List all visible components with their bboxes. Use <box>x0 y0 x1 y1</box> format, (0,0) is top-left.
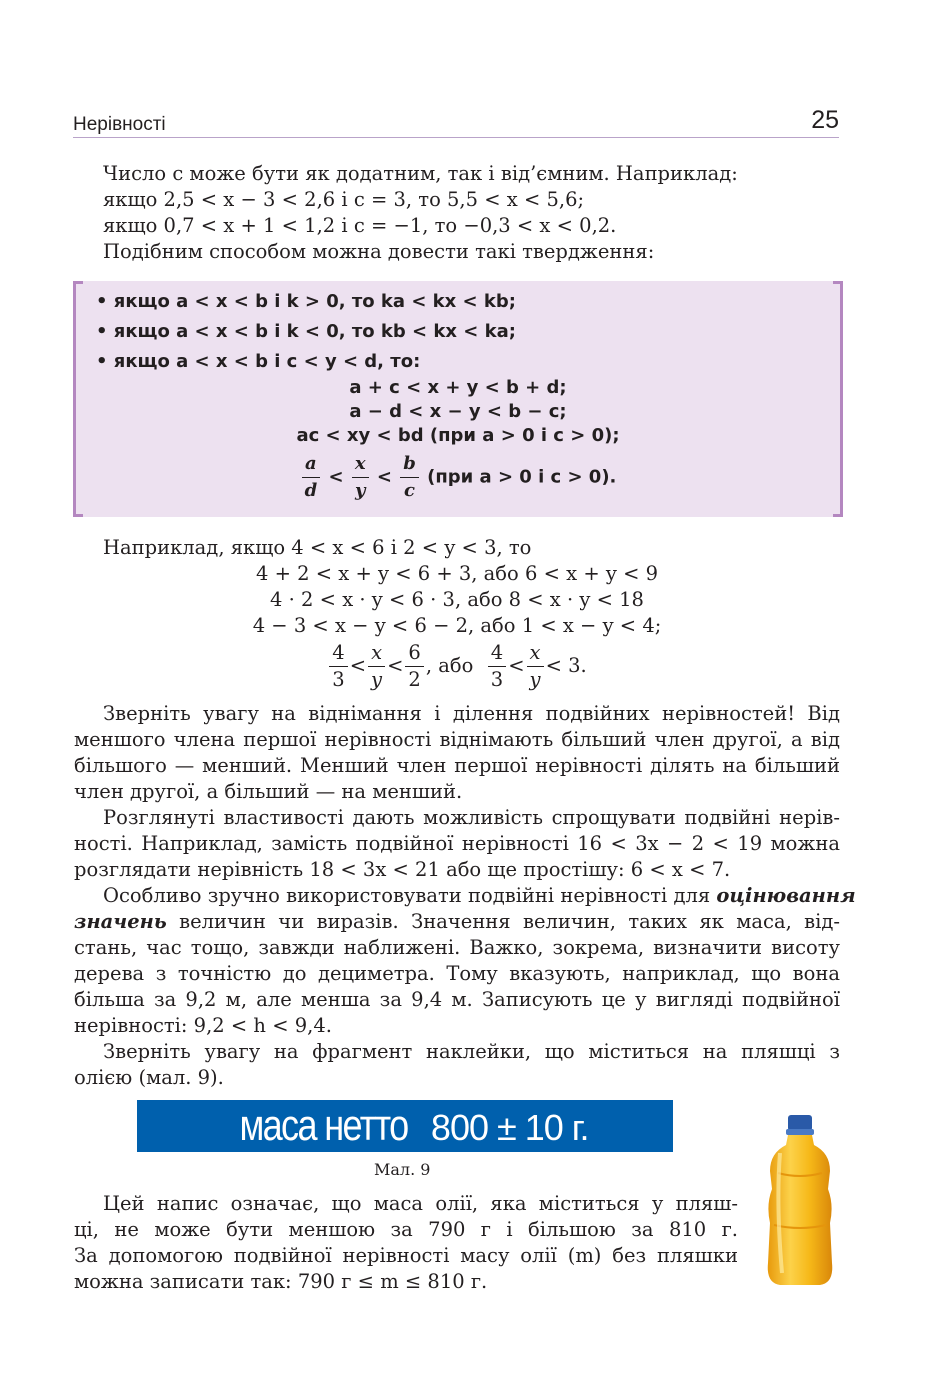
net-weight-label <box>137 1100 673 1152</box>
paragraph-1-line-1: Зверніть увагу на віднімання і ділення подвійних нерівностей! Від <box>103 702 840 725</box>
page-number: 25 <box>811 106 839 134</box>
rule-2: • якщо a < x < b і k < 0, то kb < kx < ka; <box>96 321 516 342</box>
paragraph-2-line-1: Розглянуті властивості дають можливість спрощувати подвійні нерів- <box>103 806 840 829</box>
paragraph-3-line-4: дерева з точністю до дециметра. Тому вказують, наприклад, що вона <box>74 962 840 985</box>
net-weight-label-value: 800 ± 10 г. <box>430 1107 589 1148</box>
intro-line-2: якщо 2,5 < x − 3 < 2,6 і c = 3, то 5,5 < x < 5,6; <box>103 188 585 211</box>
closing-line-4: можна записати так: 790 г ≤ m ≤ 810 г. <box>74 1270 488 1293</box>
closing-line-3: За допомогою подвійної нерівності масу олії (m) без пляшки <box>74 1244 738 1267</box>
intro-line-1: Число c може бути як додатним, так і від’ємним. Наприклад: <box>103 162 738 185</box>
paragraph-1-line-3: більшого — менший. Менший член першої нерівності ділять на більший <box>74 754 840 777</box>
closing-line-1: Цей напис означає, що маса олії, яка міститься у пляш- <box>103 1192 738 1215</box>
rule-formula-quotient: $\frac{a}{d}$ < $\frac{x}{y}$ < $\frac{b}{c}$ (при a > 0 і c > 0). <box>73 452 843 503</box>
paragraph-2-line-2: ності. Наприклад, замість подвійної нерівності 16 < 3x − 2 < 19 можна <box>74 832 840 855</box>
paragraph-4-line-2: олією (мал. 9). <box>74 1066 224 1089</box>
intro-line-4: Подібним способом можна довести такі твердження: <box>103 240 655 263</box>
rule-formula-sum: a + c < x + y < b + d; <box>349 377 567 398</box>
paragraph-2-line-3: розглядати нерівність 18 < 3x < 21 або ще простішу: 6 < x < 7. <box>74 858 731 881</box>
oil-bottle-icon <box>764 1113 836 1289</box>
page-header <box>73 106 839 138</box>
figure-caption: Мал. 9 <box>374 1160 431 1179</box>
closing-line-2: ці, не може бути меншою за 790 г і більшою за 810 г. <box>74 1218 738 1241</box>
paragraph-3-line-6: нерівності: 9,2 < h < 9,4. <box>74 1014 332 1037</box>
paragraph-3-line-1: Особливо зручно використовувати подвійні нерівності для оцінювання <box>103 884 856 907</box>
paragraph-1-line-2: меншого члена першої нерівності віднімають більший член другої, а від <box>74 728 840 751</box>
intro-line-3: якщо 0,7 < x + 1 < 1,2 і c = −1, то −0,3 < x < 0,2. <box>103 214 617 237</box>
example-product: 4 · 2 < x · y < 6 · 3, або 8 < x · y < 18 <box>270 588 644 611</box>
example-quotient: $\frac{4}{3}$ < $\frac{x}{y}$ < $\frac{6}{2}$ , або $\frac{4}{3}$ < $\frac{x}{y}$ < 3. <box>74 641 840 692</box>
rule-3: • якщо a < x < b і c < y < d, то: <box>96 351 421 372</box>
rule-formula-difference: a − d < x − y < b − c; <box>349 401 567 422</box>
fraction-b-over-c: $\frac{b}{c}$ <box>400 452 419 503</box>
rule-formula-product: ac < xy < bd (при a > 0 і c > 0); <box>296 425 620 446</box>
fraction-a-over-d: $\frac{a}{d}$ <box>302 452 321 503</box>
example-intro: Наприклад, якщо 4 < x < 6 і 2 < y < 3, то <box>103 536 532 559</box>
paragraph-3-line-3: стань, час тощо, завжди наближені. Важко, зокрема, визначити висоту <box>74 936 840 959</box>
paragraph-3-line-2: значень величин чи виразів. Значення величин, таких як маса, від- <box>74 910 840 933</box>
example-sum: 4 + 2 < x + y < 6 + 3, або 6 < x + y < 9 <box>255 562 659 585</box>
example-difference: 4 − 3 < x − y < 6 − 2, або 1 < x − y < 4; <box>252 614 662 637</box>
fraction-x-over-y: $\frac{x}{y}$ <box>352 452 369 503</box>
rule-1: • якщо a < x < b і k > 0, то ka < kx < kb; <box>96 291 516 312</box>
paragraph-4-line-1: Зверніть увагу на фрагмент наклейки, що міститься на пляшці з <box>103 1040 840 1063</box>
running-title: Нерівності <box>73 114 166 135</box>
net-weight-label-text: маса нетто <box>239 1101 409 1150</box>
paragraph-3-line-5: більша за 9,2 м, але менша за 9,4 м. Записують це у вигляді подвійної <box>74 988 840 1011</box>
paragraph-1-line-4: член другої, а більший — на менший. <box>74 780 463 803</box>
